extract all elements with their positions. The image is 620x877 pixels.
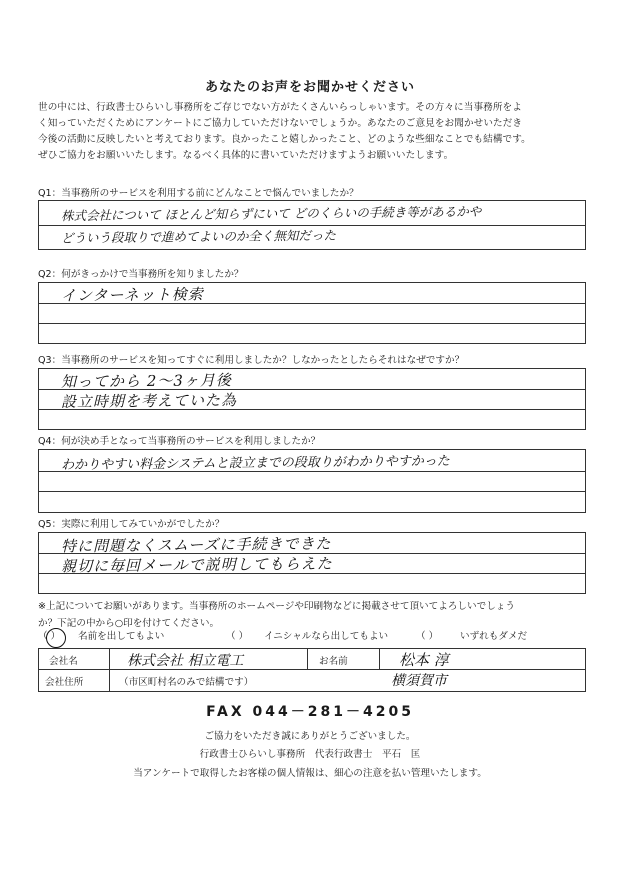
question-3-answer-line: 設立時期を考えていた為: [60, 391, 238, 411]
question-4-answer-line: わかりやすい料金システムと設立までの段取りがわかりやすかった: [60, 453, 450, 474]
choice-none-ok[interactable]: （ ）: [416, 631, 439, 642]
intro-text: [38, 100, 586, 164]
choice-none-ok-label: いずれもダメだ: [460, 631, 528, 642]
question-5-answer-line: 親切に毎回メールで説明してもらえた: [60, 554, 333, 576]
respondent-info-table: [38, 648, 586, 692]
company-name-label: 会社名: [49, 656, 78, 667]
address-hint: （市区町村名のみで結構です）: [119, 677, 254, 688]
office-signature: 行政書士ひらいし事務所 代表行政書士 平石 匡: [199, 749, 421, 760]
intro-line: 世の中には、行政書士ひらいし事務所をご存じでない方がたくさんいらっしゃいます。その方々に当事務所をよ: [38, 102, 522, 113]
question-3-answer-box[interactable]: [38, 368, 586, 430]
question-4-label: Q4：何が決め手となって当事務所のサービスを利用しましたか？: [38, 436, 321, 447]
choice-initial-ok[interactable]: （ ）: [226, 631, 249, 642]
intro-line: 今後の活動に反映したいと考えております。良かったこと嬉しかったこと、どのような些細なことでも結構です。: [38, 134, 531, 145]
thank-you-text: ご協力をいただき誠にありがとうございました。: [204, 731, 416, 742]
question-4-answer-box[interactable]: [38, 449, 586, 513]
question-5-answer-line: 特に問題なくスムーズに手続きできた: [60, 534, 332, 556]
question-2-answer-line: インターネット検索: [60, 285, 204, 305]
person-name-value[interactable]: 松本 淳: [399, 651, 449, 669]
company-address-label: 会社住所: [45, 677, 84, 688]
question-2-label: Q2：何がきっかけで当事務所を知りましたか？: [38, 269, 244, 280]
company-address-value[interactable]: 横須賀市: [391, 673, 447, 689]
question-3-answer-line: 知ってから 2～3ヶ月後: [60, 371, 232, 391]
selected-circle-mark: [46, 628, 66, 648]
question-1-answer-line: どういう段取りで進めてよいのか全く無知だった: [60, 227, 337, 246]
note-line: ※上記についてお願いがあります。当事務所のホームページや印刷物などに掲載させて頂いてよろしいでしょう: [38, 601, 515, 612]
question-5-label: Q5：実際に利用してみていかがでしたか？: [38, 519, 225, 530]
intro-line: く知っていただくためにアンケートにご協力していただけないでしょうか。あなたのご意見をお聞かせいただき: [38, 118, 523, 129]
question-5-answer-box[interactable]: [38, 532, 586, 594]
intro-line: ぜひご協力をお願いいたします。なるべく具体的に書いていただけますようお願いいたします。: [38, 150, 454, 161]
page-title: あなたのお声をお聞かせください: [204, 80, 415, 95]
privacy-notice: 当アンケートで取得したお客様の個人情報は、細心の注意を払い管理いたします。: [133, 768, 487, 779]
choice-name-ok[interactable]: [38, 628, 60, 642]
question-3-label: Q3：当事務所のサービスを知ってすぐに利用しましたか？しなかったとしたらそれはなぜですか？: [38, 355, 465, 366]
choice-mark: （ ）: [38, 631, 61, 642]
person-name-label: お名前: [319, 656, 348, 667]
note-line: か？下記の中から○印を付けてください。: [38, 618, 220, 629]
question-1-answer-box[interactable]: [38, 200, 586, 250]
permission-choices: [38, 628, 586, 646]
question-2-answer-box[interactable]: [38, 282, 586, 344]
fax-number: FAX 044－281－4205: [206, 704, 414, 720]
question-1-answer-line: 株式会社について ほとんど知らずにいて どのくらいの手続き等があるかや: [60, 203, 482, 224]
choice-name-ok-label: 名前を出してもよい: [78, 631, 165, 642]
question-1-label: Q1：当事務所のサービスを利用する前にどんなことで悩んでいましたか？: [38, 188, 359, 199]
publication-note: [38, 598, 586, 632]
company-name-value[interactable]: 株式会社 相立電工: [127, 653, 244, 669]
choice-initial-ok-label: イニシャルなら出してもよい: [264, 631, 389, 642]
